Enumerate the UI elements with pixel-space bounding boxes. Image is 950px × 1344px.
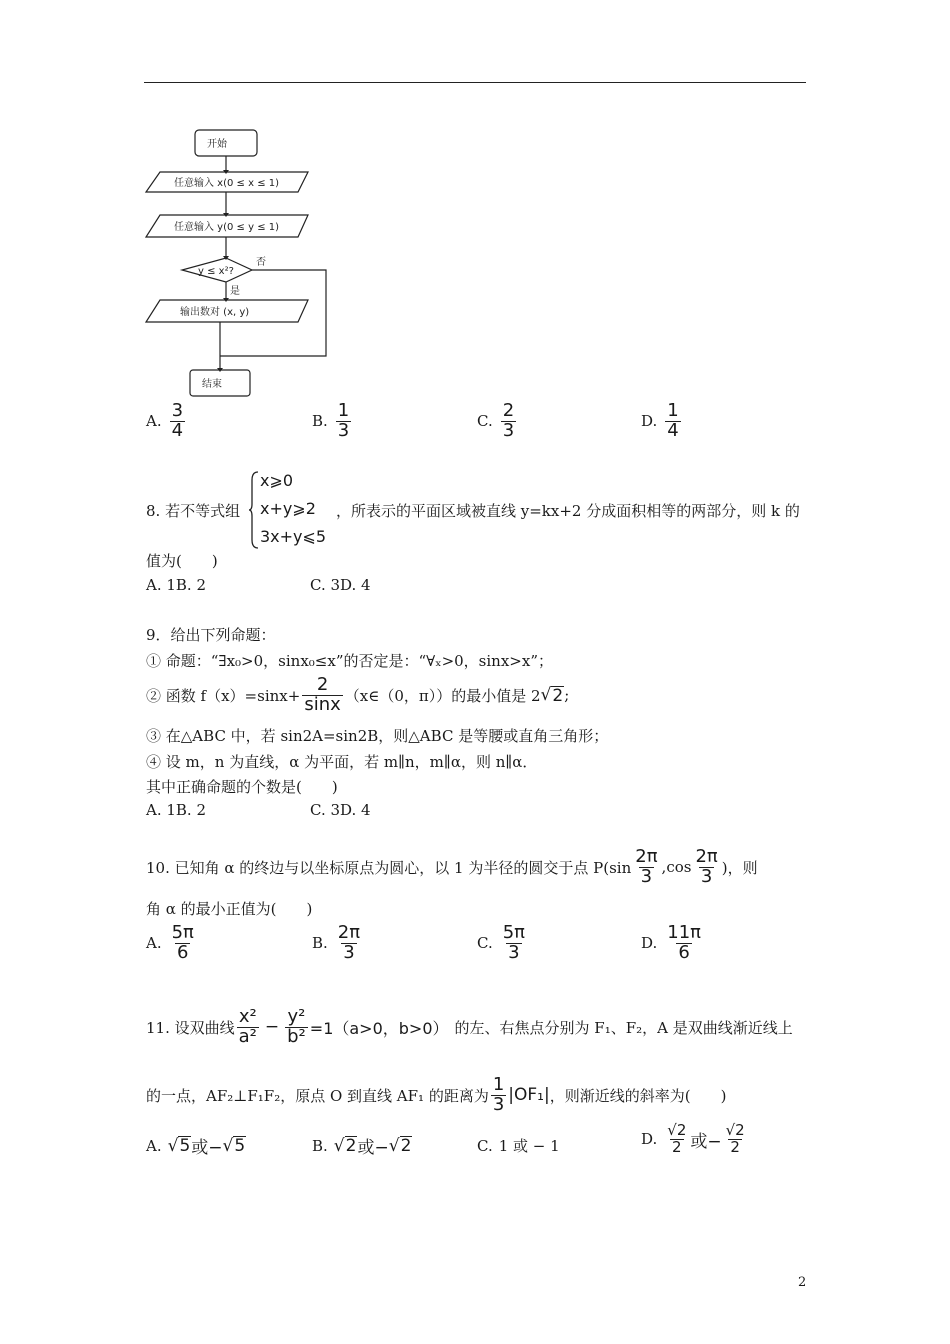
q11-ynum: y²: [287, 1006, 306, 1027]
q11-d-den: 2: [672, 1137, 682, 1156]
option-label: B.: [312, 412, 328, 431]
q7-d-num: 1: [667, 400, 679, 421]
q11-xden: a²: [238, 1025, 257, 1047]
q11-option-c[interactable]: [477, 1135, 560, 1156]
q8-system: [260, 470, 326, 548]
q9-stem: 9．给出下列命题：: [146, 626, 276, 644]
q8-cont: 值为( ): [146, 552, 218, 570]
flowchart: [140, 120, 340, 405]
q7-a-den: 4: [171, 419, 184, 441]
q7-option-b[interactable]: [312, 402, 353, 441]
flow-start-label: 开始: [207, 139, 227, 150]
q10-d-den: 6: [678, 941, 690, 963]
q11-a-rad2: 5: [234, 1135, 246, 1156]
q11-c-text: 1 或 − 1: [498, 1137, 560, 1155]
option-label: A.: [146, 412, 162, 431]
q7-option-c[interactable]: [477, 402, 518, 441]
q9-p2-end: ;: [564, 686, 570, 705]
header-rule: [144, 82, 806, 83]
q9-p2-rad: 2: [552, 685, 564, 706]
q11-line2: [146, 1076, 726, 1115]
q7-d-den: 4: [667, 419, 679, 441]
q11-xnum: x²: [238, 1006, 257, 1027]
q8-options-ab[interactable]: A. 1B. 2: [146, 576, 207, 594]
q10-mid: ,cos: [661, 858, 692, 877]
q11-d-den2: 2: [730, 1137, 740, 1156]
q9-p2-den: sinx: [304, 693, 341, 715]
q11-third-den: 3: [492, 1093, 505, 1115]
q10-a-den: 6: [177, 941, 189, 963]
q11-b-rad: 2: [345, 1135, 357, 1156]
q9-options-cd[interactable]: C. 3D. 4: [310, 801, 371, 819]
option-label: C.: [477, 1136, 493, 1155]
q8-brace-icon: [248, 470, 260, 550]
q9-p2-sqrt: √ 2: [540, 685, 564, 706]
q10-option-b[interactable]: [312, 924, 364, 963]
q9-options-ab[interactable]: A. 1B. 2: [146, 801, 207, 819]
q7-option-d[interactable]: [641, 402, 683, 441]
q10-c-den: 3: [508, 941, 520, 963]
q9-ask: 其中正确命题的个数是( ): [146, 778, 338, 796]
q10-option-d[interactable]: [641, 924, 705, 963]
q11-pre: 11. 设双曲线: [146, 1018, 235, 1037]
q7-b-num: 1: [337, 400, 350, 421]
q10-option-c[interactable]: [477, 924, 529, 963]
q8-suffix: ，所表示的平面区域被直线 y=kx+2 分成面积相等的两部分，则 k 的: [336, 502, 800, 520]
q7-c-den: 3: [502, 419, 515, 441]
q11-minus: −: [264, 1017, 280, 1038]
q10-c-num: 5π: [502, 922, 526, 943]
q11-abs: |OF₁|: [508, 1085, 550, 1106]
option-label: D.: [641, 934, 658, 953]
q8-line2: x+y⩾2: [260, 499, 316, 518]
q11-option-d[interactable]: [641, 1123, 749, 1156]
q11-line2-pre: 的一点，AF₂⊥F₁F₂，原点 O 到直线 AF₁ 的距离为: [146, 1086, 489, 1105]
q10-stem: [146, 848, 758, 887]
option-label: A.: [146, 1136, 162, 1155]
q10-den2: 3: [700, 865, 713, 887]
q9-p2: [146, 676, 569, 715]
q9-p2-num: 2: [316, 674, 329, 695]
q10-pre: 10. 已知角 α 的终边与以坐标原点为圆心，以 1 为半径的圆交于点 P(sin: [146, 858, 632, 877]
q11-line2-post: ，则渐近线的斜率为( ): [549, 1086, 727, 1105]
option-label: D.: [641, 412, 658, 431]
q10-d-num: 11π: [667, 922, 702, 943]
q9-p1: ① 命题：“∃x₀>0，sinx₀≤x”的否定是：“∀ₓ>0，sinx>x”；: [146, 652, 553, 670]
q10-b-den: 3: [343, 941, 355, 963]
q11-option-b[interactable]: B. √ 2 或− √ 2: [312, 1133, 412, 1158]
q7-c-num: 2: [502, 400, 515, 421]
q11-a-mid: 或−: [191, 1138, 223, 1158]
q8-prefix: 8. 若不等式组: [146, 502, 241, 520]
q9-p2-pre: ② 函数 f（x）=sinx+: [146, 686, 301, 705]
page-number: 2: [798, 1275, 807, 1290]
q10-cont: 角 α 的最小正值为( ): [146, 900, 313, 918]
flow-input-y-label: 任意输入 y(0 ≤ y ≤ 1): [174, 222, 280, 233]
q11-d-num2: √2: [725, 1121, 745, 1139]
q9-p2-post: （x∈（0，π））的最小值是 2: [344, 686, 541, 705]
q11-yden: b²: [287, 1025, 306, 1047]
q11-eq: =1（a>0，b>0）: [309, 1018, 449, 1038]
q11-post: 的左、右焦点分别为 F₁、F₂，A 是双曲线渐近线上: [454, 1018, 793, 1037]
flow-yes-label: 是: [230, 286, 240, 297]
q11-a-rad: 5: [179, 1135, 191, 1156]
q11-d-mid: 或−: [690, 1131, 722, 1152]
flow-end-label: 结束: [202, 379, 222, 390]
q8-options-cd[interactable]: C. 3D. 4: [310, 576, 371, 594]
q7-b-den: 3: [337, 419, 350, 441]
q11-option-a[interactable]: A. √ 5 或− √ 5: [146, 1133, 246, 1158]
q7-option-a[interactable]: [146, 402, 187, 441]
q11-b-rad2: 2: [400, 1135, 412, 1156]
q9-p3: ③ 在△ABC 中，若 sin2A=sin2B，则△ABC 是等腰或直角三角形；: [146, 727, 609, 745]
q7-a-num: 3: [171, 400, 184, 421]
option-label: C.: [477, 412, 493, 431]
option-label: B.: [312, 934, 328, 953]
q8-line1: x⩾0: [260, 471, 294, 490]
q10-num2: 2π: [695, 846, 718, 867]
option-label: D.: [641, 1130, 658, 1149]
q10-a-num: 5π: [171, 922, 194, 943]
flow-output-label: 输出数对 (x, y): [180, 307, 250, 318]
q10-post: )，则: [721, 858, 758, 877]
option-label: C.: [477, 934, 493, 953]
flow-input-x-label: 任意输入 x(0 ≤ x ≤ 1): [174, 178, 280, 189]
q10-option-a[interactable]: [146, 924, 198, 963]
option-label: A.: [146, 934, 162, 953]
option-label: B.: [312, 1136, 328, 1155]
q11-stem: [146, 1008, 793, 1047]
q10-den1: 3: [640, 865, 653, 887]
q11-third-num: 1: [492, 1074, 505, 1095]
flow-no-label: 否: [256, 257, 266, 268]
q11-d-num: √2: [667, 1121, 687, 1139]
q10-b-num: 2π: [337, 922, 361, 943]
q11-b-mid: 或−: [357, 1138, 389, 1158]
flow-decision-label: y ≤ x²?: [198, 266, 234, 277]
q9-p4: ④ 设 m，n 为直线，α 为平面，若 m∥n，m∥α，则 n∥α．: [146, 753, 538, 771]
q8-line3: 3x+y⩽5: [260, 527, 327, 546]
q10-num1: 2π: [635, 846, 658, 867]
